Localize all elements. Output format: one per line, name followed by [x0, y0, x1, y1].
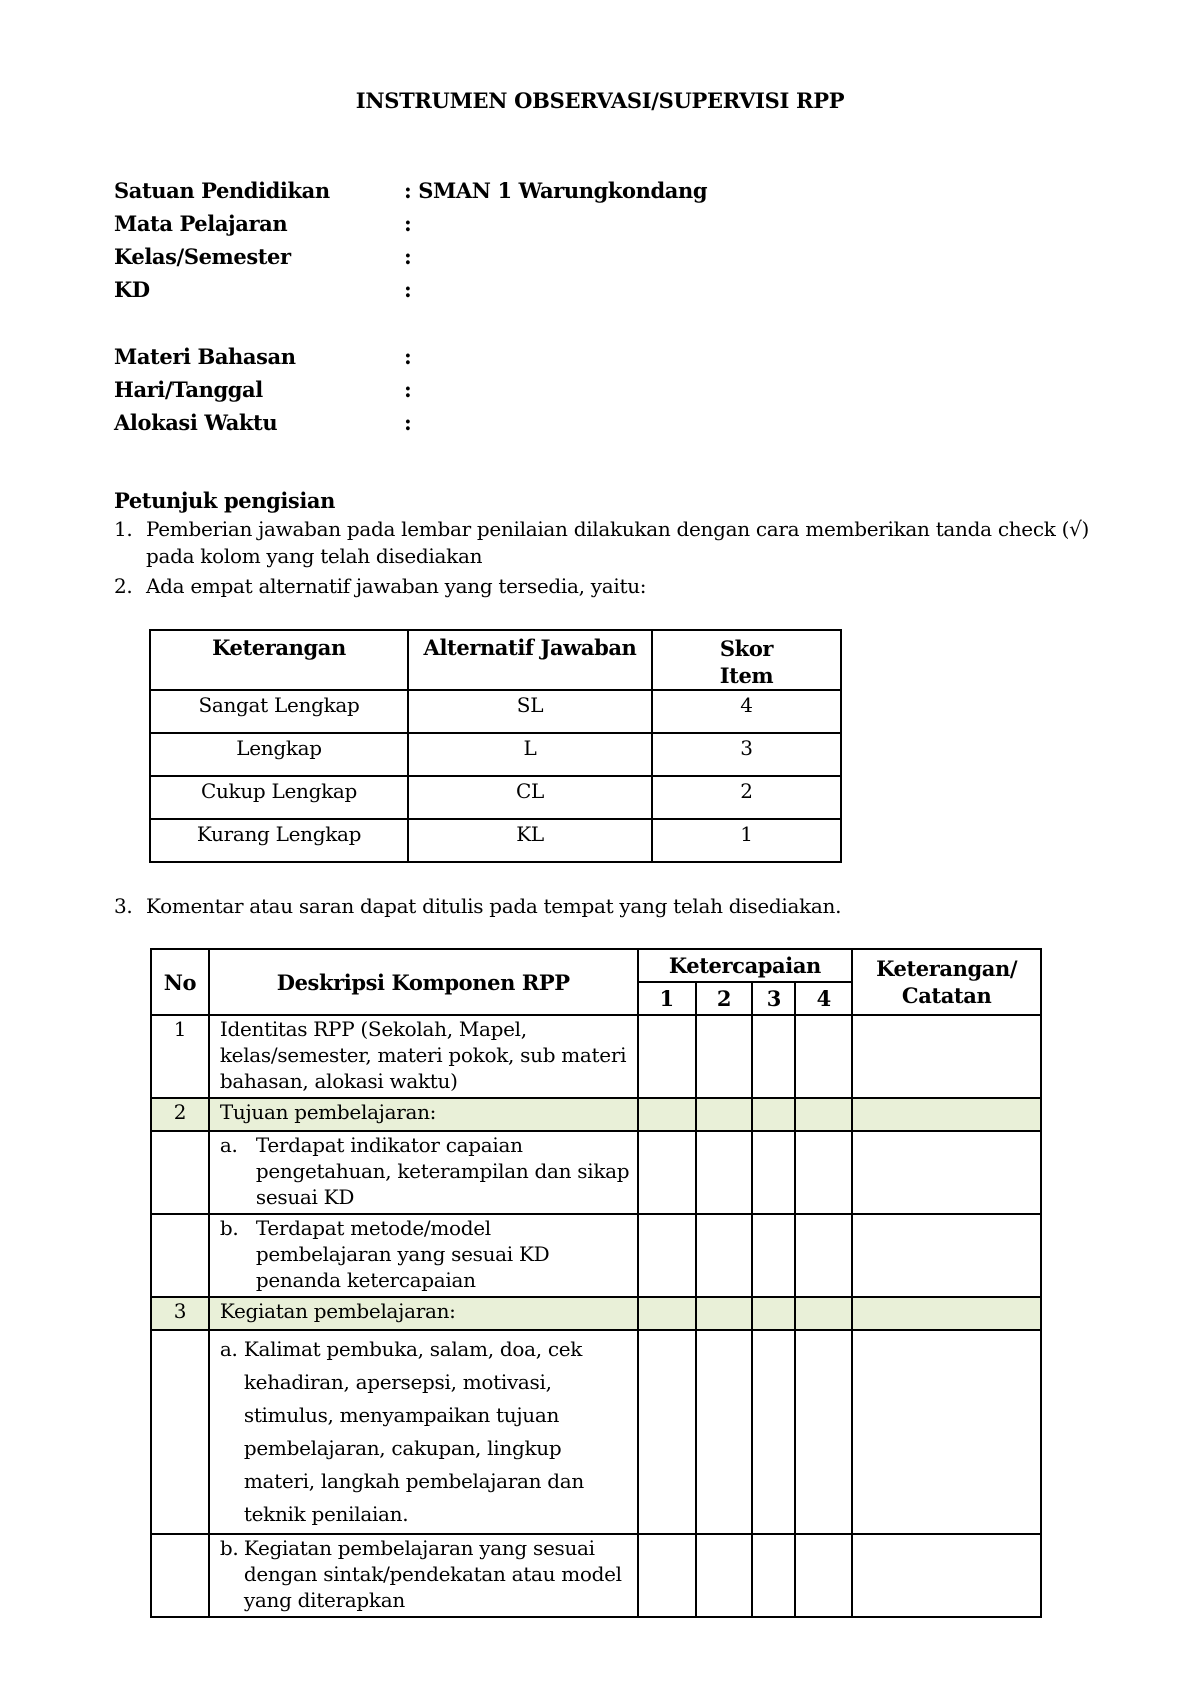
cell-keterangan: Cukup Lengkap: [150, 776, 408, 819]
sub-item: [220, 1333, 631, 1531]
info-label: Satuan Pendidikan: [114, 178, 330, 203]
desc-line: teknik penilaian.: [243, 1502, 409, 1526]
cell-skor: 2: [652, 776, 841, 819]
cell-keterangan: Lengkap: [150, 733, 408, 776]
desc-line: sesuai KD: [255, 1185, 355, 1209]
info-label: Alokasi Waktu: [114, 410, 278, 435]
check-cell-3[interactable]: [752, 1015, 795, 1098]
desc-line: stimulus, menyampaikan tujuan: [243, 1403, 560, 1427]
header-level-3: 3: [752, 982, 795, 1015]
cell-deskripsi: [209, 1534, 638, 1617]
instruction-number: 1.: [114, 517, 133, 541]
notes-cell[interactable]: [852, 1131, 1041, 1214]
table-row: [151, 1131, 1041, 1214]
sub-item-marker: b.: [219, 1216, 239, 1240]
check-cell-1[interactable]: [638, 1330, 696, 1534]
desc-line: materi, langkah pembelajaran dan: [243, 1469, 584, 1493]
info-label: Materi Bahasan: [114, 344, 296, 369]
check-cell-1[interactable]: [638, 1534, 696, 1617]
cell-no: 3: [151, 1297, 209, 1330]
header-ketercapaian: Ketercapaian: [638, 949, 853, 982]
notes-cell[interactable]: [852, 1098, 1041, 1131]
cell-alternatif: L: [408, 733, 652, 776]
cell-no: [151, 1214, 209, 1297]
check-cell-2[interactable]: [696, 1214, 753, 1297]
cell-alternatif: SL: [408, 690, 652, 733]
check-cell-4[interactable]: [795, 1098, 852, 1131]
header-keterangan: Keterangan/: [876, 956, 1018, 981]
cell-keterangan: Kurang Lengkap: [150, 819, 408, 862]
check-cell-3[interactable]: [752, 1098, 795, 1131]
info-label: Kelas/Semester: [114, 244, 291, 269]
info-value: :: [404, 410, 412, 435]
table-row: [150, 690, 841, 733]
desc-line: pembelajaran yang sesuai KD: [255, 1242, 550, 1266]
score-table-header: [150, 630, 841, 690]
notes-cell[interactable]: [852, 1297, 1041, 1330]
check-cell-1[interactable]: [638, 1015, 696, 1098]
section-row: [151, 1098, 1041, 1131]
desc-line: penanda ketercapaian: [255, 1268, 476, 1292]
sub-item: [220, 1535, 631, 1613]
check-cell-4[interactable]: [795, 1297, 852, 1330]
check-cell-1[interactable]: [638, 1098, 696, 1131]
sub-item-marker: a.: [219, 1337, 238, 1361]
header-no: No: [151, 949, 209, 1015]
cell-skor: 4: [652, 690, 841, 733]
check-cell-4[interactable]: [795, 1131, 852, 1214]
info-value: :: [404, 244, 412, 269]
check-cell-2[interactable]: [696, 1131, 753, 1214]
check-cell-2[interactable]: [696, 1015, 753, 1098]
instruction-text: Komentar atau saran dapat ditulis pada tempat yang telah disediakan.: [146, 894, 842, 918]
header-keterangan-catatan: [852, 949, 1041, 1015]
info-label: KD: [114, 277, 150, 302]
desc-line: bahasan, alokasi waktu): [219, 1069, 458, 1093]
page-title: INSTRUMEN OBSERVASI/SUPERVISI RPP: [355, 88, 845, 113]
instruction-number: 3.: [114, 894, 133, 918]
notes-cell[interactable]: [852, 1214, 1041, 1297]
info-value: :: [404, 211, 412, 236]
info-label: Hari/Tanggal: [114, 377, 263, 402]
desc-line: kehadiran, apersepsi, motivasi,: [243, 1370, 552, 1394]
header-level-4: 4: [795, 982, 852, 1015]
desc-line: Identitas RPP (Sekolah, Mapel,: [219, 1017, 527, 1041]
table-row: [150, 776, 841, 819]
cell-deskripsi: Tujuan pembelajaran:: [209, 1098, 638, 1131]
info-label: Mata Pelajaran: [114, 211, 288, 236]
desc-line: Kalimat pembuka, salam, doa, cek: [243, 1337, 583, 1361]
header-item: Item: [719, 663, 774, 688]
info-value: :: [404, 344, 412, 369]
info-value: :: [404, 277, 412, 302]
desc-line: pengetahuan, keterampilan dan sikap: [255, 1159, 630, 1183]
check-cell-3[interactable]: [752, 1330, 795, 1534]
cell-deskripsi: [209, 1330, 638, 1534]
info-value: :: [404, 377, 412, 402]
cell-no: [151, 1330, 209, 1534]
score-table: [149, 629, 842, 863]
check-cell-4[interactable]: [795, 1534, 852, 1617]
check-cell-3[interactable]: [752, 1214, 795, 1297]
check-cell-2[interactable]: [696, 1098, 753, 1131]
check-cell-4[interactable]: [795, 1330, 852, 1534]
desc-line: Terdapat metode/model: [255, 1216, 491, 1240]
desc-line: kelas/semester, materi pokok, sub materi: [219, 1043, 627, 1067]
cell-deskripsi: [209, 1214, 638, 1297]
notes-cell[interactable]: [852, 1330, 1041, 1534]
table-row: [151, 1015, 1041, 1098]
check-cell-4[interactable]: [795, 1214, 852, 1297]
instruction-text: Pemberian jawaban pada lembar penilaian dilakukan dengan cara memberikan tanda check (√): [146, 517, 1090, 541]
component-table-header: [151, 949, 1041, 982]
table-row: [151, 1214, 1041, 1297]
header-deskripsi: Deskripsi Komponen RPP: [209, 949, 638, 1015]
desc-line: Terdapat indikator capaian: [255, 1133, 523, 1157]
check-cell-2[interactable]: [696, 1330, 753, 1534]
instruction-text: Ada empat alternatif jawaban yang tersedia, yaitu:: [146, 574, 647, 598]
check-cell-3[interactable]: [752, 1534, 795, 1617]
header-skor: Skor: [719, 636, 774, 661]
cell-skor: 1: [652, 819, 841, 862]
sub-item: [220, 1132, 631, 1210]
cell-skor: 3: [652, 733, 841, 776]
check-cell-2[interactable]: [696, 1534, 753, 1617]
desc-line: Kegiatan pembelajaran yang sesuai: [243, 1536, 595, 1560]
instruction-number: 2.: [114, 574, 133, 598]
check-cell-4[interactable]: [795, 1015, 852, 1098]
cell-keterangan: Sangat Lengkap: [150, 690, 408, 733]
sub-item-marker: a.: [219, 1133, 238, 1157]
header-catatan: Catatan: [901, 983, 992, 1008]
cell-no: [151, 1131, 209, 1214]
cell-no: 2: [151, 1098, 209, 1131]
cell-deskripsi: [209, 1015, 638, 1098]
check-cell-3[interactable]: [752, 1131, 795, 1214]
table-row: [151, 1330, 1041, 1534]
check-cell-2[interactable]: [696, 1297, 753, 1330]
desc-line: dengan sintak/pendekatan atau model: [243, 1562, 622, 1586]
cell-no: [151, 1534, 209, 1617]
sub-item: [220, 1215, 631, 1293]
section-row: [151, 1297, 1041, 1330]
check-cell-3[interactable]: [752, 1297, 795, 1330]
table-row: [150, 733, 841, 776]
table-row: [151, 1534, 1041, 1617]
cell-deskripsi: [209, 1131, 638, 1214]
header-level-2: 2: [696, 982, 753, 1015]
instructions-title: Petunjuk pengisian: [114, 488, 336, 513]
sub-item-marker: b.: [219, 1536, 239, 1560]
header-level-1: 1: [638, 982, 696, 1015]
cell-alternatif: CL: [408, 776, 652, 819]
check-cell-1[interactable]: [638, 1214, 696, 1297]
notes-cell[interactable]: [852, 1534, 1041, 1617]
cell-deskripsi: Kegiatan pembelajaran:: [209, 1297, 638, 1330]
header-skor-item: [652, 630, 841, 690]
check-cell-1[interactable]: [638, 1131, 696, 1214]
instruction-text-continued: pada kolom yang telah disediakan: [146, 544, 483, 568]
cell-no: 1: [151, 1015, 209, 1098]
header-keterangan: Keterangan: [150, 630, 408, 690]
desc-line: yang diterapkan: [243, 1588, 405, 1612]
table-row: [150, 819, 841, 862]
cell-alternatif: KL: [408, 819, 652, 862]
check-cell-1[interactable]: [638, 1297, 696, 1330]
header-alternatif-jawaban: Alternatif Jawaban: [408, 630, 652, 690]
info-value: : SMAN 1 Warungkondang: [404, 178, 708, 203]
rpp-component-table: [150, 948, 1042, 1618]
notes-cell[interactable]: [852, 1015, 1041, 1098]
desc-line: pembelajaran, cakupan, lingkup: [243, 1436, 562, 1460]
